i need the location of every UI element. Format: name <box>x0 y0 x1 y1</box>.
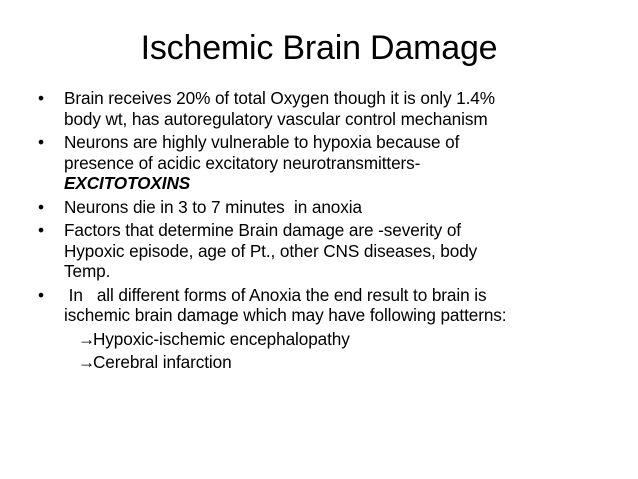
arrow-right-icon: → <box>78 352 96 372</box>
bullet-item-anoxia <box>38 285 618 326</box>
bullet-line: body wt, has autoregulatory vascular control mechanism <box>64 108 488 129</box>
bullet-item-neurons-die <box>38 197 618 218</box>
bullet-line: Brain receives 20% of total Oxygen though it is only 1.4% <box>64 88 495 108</box>
bullet-icon: • <box>38 196 44 217</box>
bullet-line: Neurons are highly vulnerable to hypoxia because of <box>64 132 460 152</box>
bullet-line: Temp. <box>64 261 111 281</box>
bullet-line: In all different forms of Anoxia the end result to brain is <box>64 284 487 305</box>
bullet-list <box>38 88 618 376</box>
sub-item-label: Hypoxic-ischemic encephalopathy <box>93 328 350 349</box>
bullet-item-oxygen <box>38 88 618 129</box>
arrow-right-icon: → <box>78 328 96 349</box>
bullet-line: presence of acidic excitatory neurotransmitters- <box>64 152 421 173</box>
sub-item-infarction <box>38 352 618 373</box>
bullet-icon: • <box>38 132 44 152</box>
bullet-line: Neurons die in 3 to 7 minutes in anoxia <box>64 196 362 217</box>
bullet-item-factors <box>38 220 618 282</box>
sub-item-encephalopathy <box>38 329 618 350</box>
bullet-item-neurons-vulnerable <box>38 132 618 194</box>
slide-title: Ischemic Brain Damage <box>140 29 498 67</box>
sub-item-label: Cerebral infarction <box>93 352 232 372</box>
bullet-icon: • <box>38 88 44 108</box>
bullet-icon: • <box>38 284 44 305</box>
bullet-line: ischemic brain damage which may have following patterns: <box>64 305 507 325</box>
bullet-emphasis: EXCITOTOXINS <box>64 173 191 193</box>
bullet-icon: • <box>38 220 44 240</box>
bullet-line: Hypoxic episode, age of Pt., other CNS diseases, body <box>64 240 478 261</box>
bullet-line: Factors that determine Brain damage are -severity of <box>64 220 461 240</box>
